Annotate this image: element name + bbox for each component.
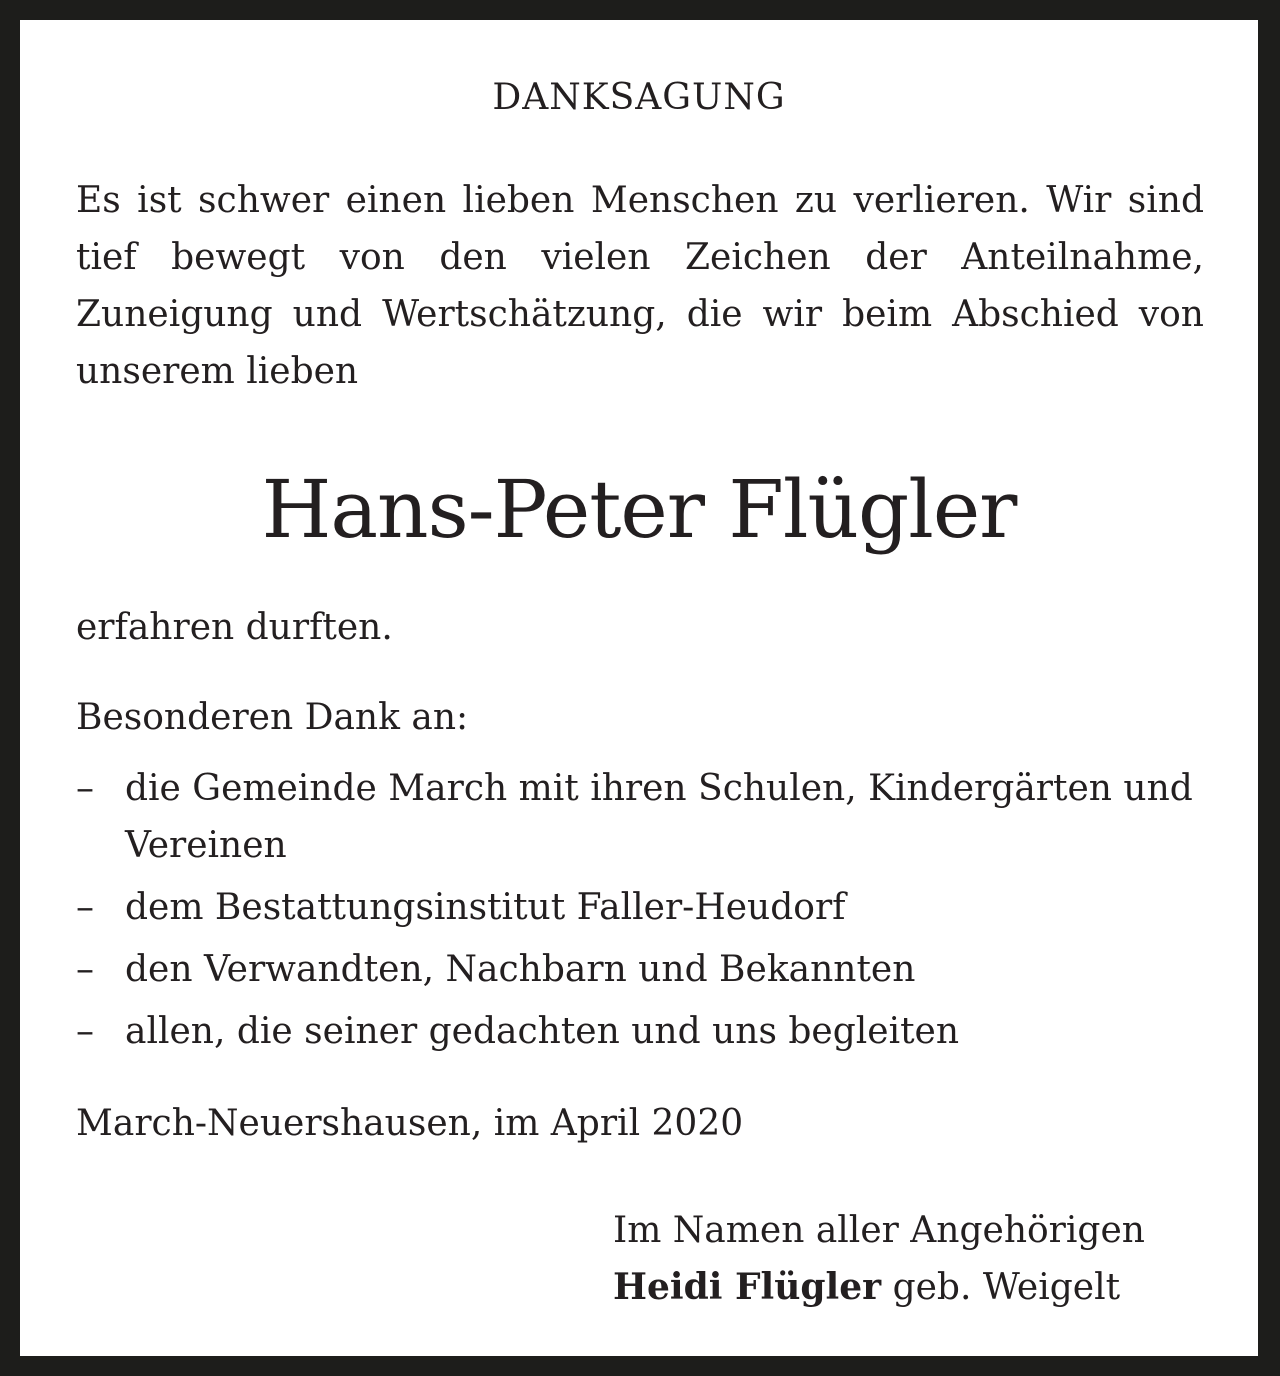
list-item-text: dem Bestattungsinstitut Faller-Heudorf bbox=[125, 887, 846, 928]
thanks-list bbox=[76, 760, 1216, 1065]
intro-paragraph: Es ist schwer einen lieben Menschen zu verlieren. Wir sind tief bewegt von den vielen Zeichen der Anteilnahme, Zuneigung und Wertschätzung, die wir beim Abschied von unserem lieben bbox=[76, 180, 1204, 392]
list-item bbox=[76, 760, 1216, 874]
thanks-intro: Besonderen Dank an: bbox=[76, 697, 469, 738]
list-item-text: die Gemeinde March mit ihren Schulen, Kindergärten und Vereinen bbox=[125, 768, 1193, 866]
deceased-name: Hans-Peter Flügler bbox=[261, 463, 1017, 556]
signature-line: Im Namen aller Angehörigen bbox=[613, 1210, 1145, 1251]
dash-bullet: – bbox=[76, 768, 94, 809]
signature-block bbox=[613, 1202, 1145, 1316]
list-item bbox=[76, 879, 1216, 936]
list-item-text: allen, die seiner gedachten und uns begleiten bbox=[125, 1011, 960, 1052]
list-item bbox=[76, 1003, 1216, 1060]
dash-bullet: – bbox=[76, 949, 94, 990]
list-item-text: den Verwandten, Nachbarn und Bekannten bbox=[125, 949, 916, 990]
place-date: March-Neuershausen, im April 2020 bbox=[76, 1103, 744, 1144]
after-name-text: erfahren durften. bbox=[76, 607, 393, 648]
obituary-notice bbox=[20, 20, 1258, 1356]
list-item bbox=[76, 941, 1216, 998]
dash-bullet: – bbox=[76, 1011, 94, 1052]
signature-name: Heidi Flügler bbox=[613, 1266, 882, 1308]
signature-maiden-name: geb. Weigelt bbox=[892, 1267, 1121, 1308]
signature-name-line bbox=[613, 1259, 1145, 1316]
dash-bullet: – bbox=[76, 887, 94, 928]
notice-heading: DANKSAGUNG bbox=[492, 77, 786, 118]
